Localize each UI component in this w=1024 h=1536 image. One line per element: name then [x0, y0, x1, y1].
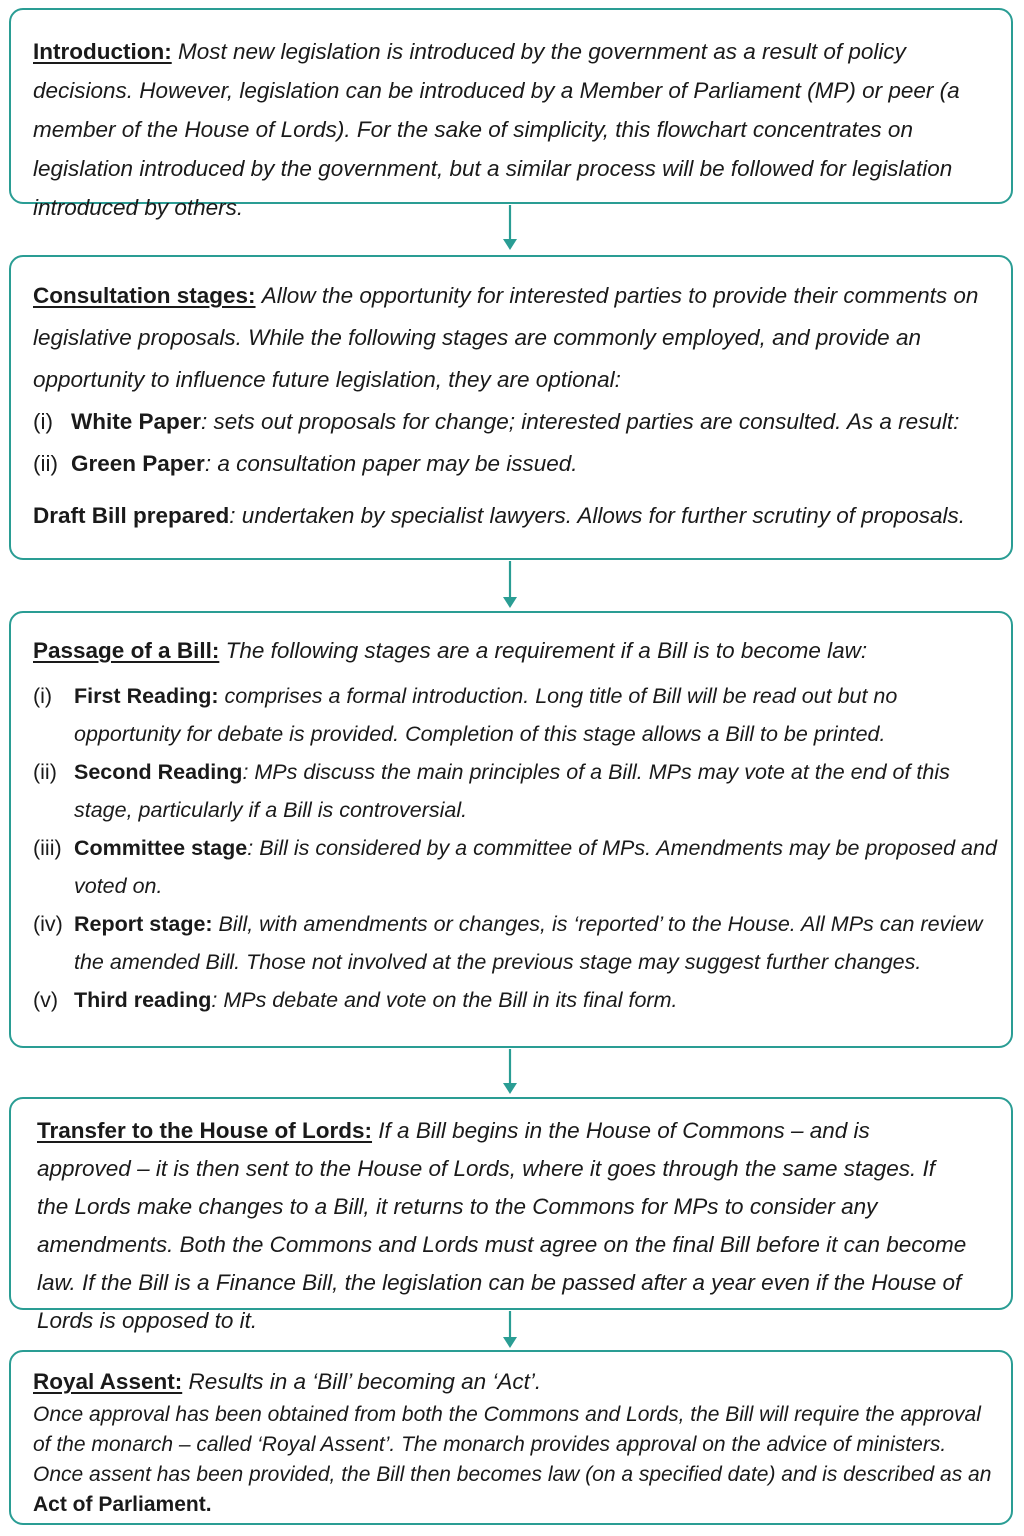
consultation-item — [33, 443, 1011, 485]
lords-paragraph — [37, 1112, 967, 1340]
lords-box — [9, 1097, 1013, 1333]
arrow-down-icon — [502, 561, 518, 609]
introduction-heading: Introduction: — [33, 39, 172, 64]
item-text: : sets out proposals for change; interested parties are consulted. As a result: — [201, 409, 960, 434]
royal-assent-heading: Royal Assent: — [33, 1369, 183, 1394]
passage-item — [33, 829, 1004, 905]
arrow-down-icon — [502, 1049, 518, 1095]
lords-heading: Transfer to the House of Lords: — [37, 1118, 373, 1143]
passage-item — [33, 981, 1004, 1019]
royal-assent-body — [33, 1400, 993, 1520]
item-number: (i) — [33, 684, 53, 708]
item-number: (iii) — [33, 836, 62, 860]
royal-assent-box — [9, 1350, 1013, 1525]
item-term: Second Reading — [74, 760, 243, 784]
item-text: : MPs debate and vote on the Bill in its final form. — [211, 988, 678, 1012]
draft-bill-term: Draft Bill prepared — [33, 503, 230, 528]
passage-text: The following stages are a requirement if a Bill is to become law: — [225, 638, 868, 663]
item-term: Third reading — [74, 988, 212, 1012]
item-term: Green Paper — [71, 451, 205, 476]
item-text: Bill, with amendments or changes, is ‘reported’ to the House. All MPs can review the amended Bill. Those not involved at the previous stage may suggest further changes. — [74, 912, 983, 974]
draft-bill-line — [33, 495, 1011, 537]
consultation-box — [9, 255, 1013, 560]
passage-paragraph — [33, 631, 1011, 671]
arrow-down-icon — [502, 205, 518, 251]
passage-item — [33, 753, 1004, 829]
act-of-parliament-term: Act of Parliament — [33, 1493, 206, 1516]
item-number: (i) — [33, 409, 53, 434]
passage-item — [33, 677, 1004, 753]
royal-assent-body-text: Once approval has been obtained from both the Commons and Lords, the Bill will require the approval of the monarch – called ‘Royal Assent’. The monarch provides approval on the advice of ministers. Once assent has been provided, the Bill then becomes law (on a specified date) and is described as an — [33, 1403, 992, 1486]
lords-text: If a Bill begins in the House of Commons – and is approved – it is then sent to the House of Lords, where it goes through the same stages. If the Lords make changes to a Bill, it returns to the Commons for MPs to consider any amendments. Both the Commons and Lords must agree on the final Bill before it can become law. If the Bill is a Finance Bill, the legislation can be passed after a year even if the House of Lords is opposed to it. — [37, 1118, 967, 1333]
consultation-item — [33, 401, 1011, 443]
item-term: Committee stage — [74, 836, 248, 860]
item-term: Report stage: — [74, 912, 213, 936]
consultation-text: Allow the opportunity for interested parties to provide their comments on legislative proposals. While the following stages are commonly employed, and provide an opportunity to influence future legislation, they are optional: — [33, 283, 979, 392]
consultation-paragraph — [33, 275, 1003, 401]
item-text: comprises a formal introduction. Long title of Bill will be read out but no opportunity for debate is provided. Completion of this stage allows a Bill to be printed. — [74, 684, 898, 746]
consultation-heading: Consultation stages: — [33, 283, 256, 308]
item-number: (iv) — [33, 912, 63, 936]
item-text: : Bill is considered by a committee of MPs. Amendments may be proposed and voted on. — [74, 836, 997, 898]
item-number: (v) — [33, 988, 59, 1012]
royal-assent-paragraph — [33, 1364, 1011, 1400]
draft-bill-text: : undertaken by specialist lawyers. Allows for further scrutiny of proposals. — [229, 503, 966, 528]
royal-assent-text: Results in a ‘Bill’ becoming an ‘Act’. — [188, 1369, 542, 1394]
item-term: First Reading: — [74, 684, 219, 708]
passage-heading: Passage of a Bill: — [33, 638, 220, 663]
item-term: White Paper — [71, 409, 202, 434]
arrow-down-icon — [502, 1311, 518, 1349]
passage-box — [9, 611, 1013, 1048]
introduction-box — [9, 8, 1013, 220]
final-punctuation: . — [205, 1493, 212, 1516]
passage-item — [33, 905, 1004, 981]
item-text: : MPs discuss the main principles of a Bill. MPs may vote at the end of this stage, particularly if a Bill is controversial. — [74, 760, 950, 822]
introduction-text: Most new legislation is introduced by the government as a result of policy decisions. However, legislation can be introduced by a Member of Parliament (MP) or peer (a member of the House of Lords). For the sake of simplicity, this flowchart concentrates on legislation introduced by the government, but a similar process will be followed for legislation introduced by others. — [33, 39, 960, 220]
item-text: : a consultation paper may be issued. — [204, 451, 578, 476]
introduction-paragraph — [33, 32, 1008, 227]
item-number: (ii) — [33, 451, 58, 476]
item-number: (ii) — [33, 760, 57, 784]
